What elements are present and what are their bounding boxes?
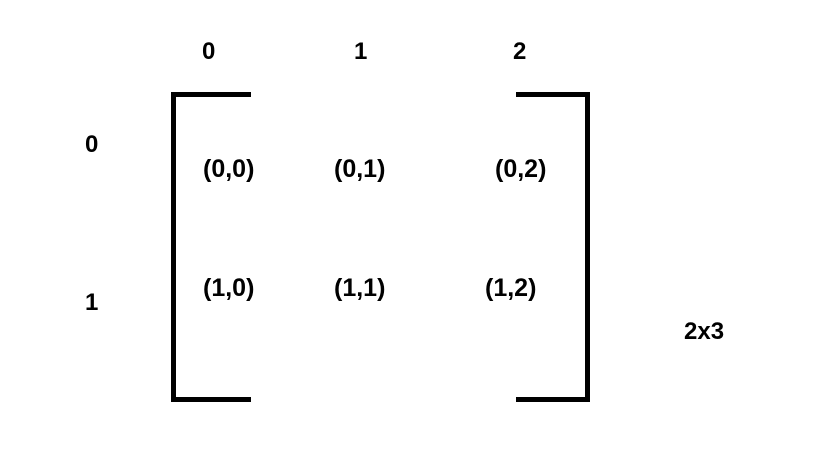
column-header-2: 2 (513, 38, 527, 65)
column-header-1: 1 (354, 38, 368, 65)
matrix-cell-1-0: (1,0) (203, 274, 255, 302)
right-bracket (516, 92, 590, 402)
matrix-cell-0-2: (0,2) (495, 155, 547, 183)
left-bracket (171, 92, 251, 402)
row-header-1: 1 (85, 289, 99, 316)
column-header-0: 0 (202, 38, 216, 65)
matrix-cell-0-0: (0,0) (203, 155, 255, 183)
matrix-cell-1-2: (1,2) (485, 274, 537, 302)
matrix-cell-0-1: (0,1) (334, 155, 386, 183)
matrix-cell-1-1: (1,1) (334, 274, 386, 302)
row-header-0: 0 (85, 131, 99, 158)
matrix-dimension-label: 2x3 (684, 318, 725, 345)
